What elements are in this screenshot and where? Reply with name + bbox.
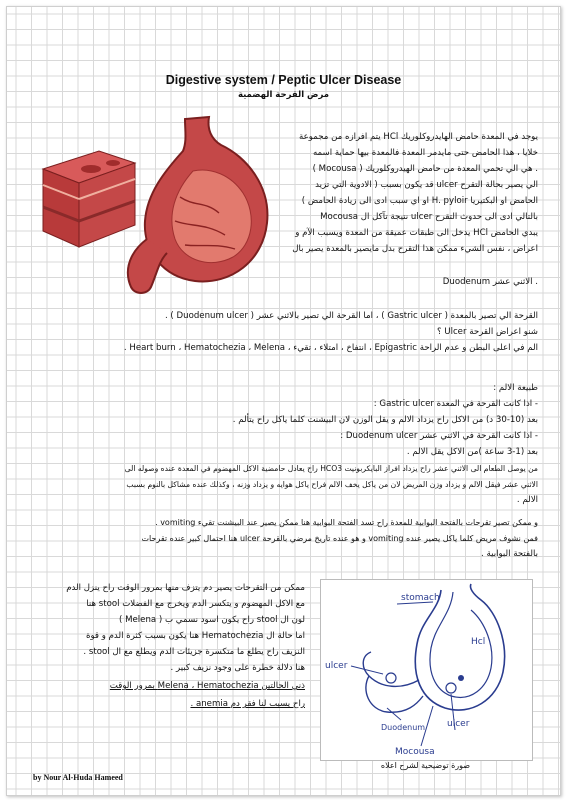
ulcer-spot-stomach [446, 683, 456, 693]
sketch-caption: صورة توضيحية لشرح اعلاه [380, 761, 471, 770]
sketch-label-ulcer-right: ulcer [447, 719, 470, 729]
stomach-organ-image [128, 117, 268, 293]
intro-line-8: اعراض ، نفس الشيء ممكن هذا التقرح بدل مايصير بالمعدة يصير بال [292, 244, 538, 254]
intro-line-7: يبدي الحامض HCl يدخل الى طبقات عميقة من المعدة ويسبب الآم و [295, 228, 538, 238]
intro-line-9: Duodenum الاثني عشر . [442, 277, 538, 287]
types-line-3: الم في اعلى البطن و عدم الراحة Epigastric ، انتفاخ ، امتلاء ، تقيء ، Heart burn ، Hematochezia ، Melena . [123, 343, 538, 353]
stomach-illustration [35, 111, 275, 299]
bleed-line-3: لون ال stool راح يكون اسود نسمي ب ( Melena ) [118, 615, 305, 625]
pain-heading: طبيعة الالم : [493, 383, 538, 393]
sketch-label-ulcer-left: ulcer [325, 661, 348, 671]
bleed-line-5: النزيف راح يطلع ما متكسرة جزيئات الدم ويطلع مع ال stool . [83, 647, 305, 657]
page-title: Digestive system / Peptic Ulcer Disease [165, 73, 402, 87]
ulcer-dot [458, 675, 464, 681]
page-subtitle: مرض القرحة الهضمية [237, 90, 330, 100]
sketch-label-duodenum: Duodenum [381, 723, 426, 732]
sketch-label-stomach: stomach [401, 593, 440, 603]
pyloric-line-1: و ممكن تصير تقرحات بالفتحة البوابية للمعدة راح تسد الفتحة البوابية هنا ممكن يصير عند البيشنت تقيء vomiting . [155, 518, 538, 527]
intro-line-3: ( Mocousa ) هي الي تحمي المعدة من حامض الهيدروكلوريك . [312, 164, 538, 174]
intro-line-6: بالتالي ادى الى حدوث التقرح ulcer نتيجة تآكل ال Mocousa [320, 212, 538, 222]
bleed-line-8: راح يسبب لنا فقر دم anemia . [190, 699, 305, 709]
bleed-line-1: ممكن من التقرحات يصير دم يتزف منها بمرور الوقت راح ينزل الدم [66, 583, 305, 593]
pain-duodenum-heading: - اذا كانت القرحة في الاثني عشر Duodenum ulcer : [340, 431, 538, 441]
bleed-line-6: هنا دلالة خطرة على وجود نزيف كبير . [170, 663, 305, 673]
duodenum-arrow [387, 708, 401, 720]
pain-explain-1: من يوصل الطعام الى الاثني عشر راح يزداد افراز البايكربونيت HCO3 راح يعادل حامضية الاكل المهضوم في المعدة عنده وصوله الى [124, 464, 538, 473]
pain-gastric-text: بعد (10-30 د) من الاكل راح يزداد الالم و يقل الوزن لان البيشنت كلما ياكل راح يتألم . [232, 415, 538, 425]
bleed-line-2: مع الاكل المهضوم و يتكسر الدم ويخرج مع الفضلات stool هنا [86, 599, 305, 609]
pain-explain-2: الاثني عشر فيقل الالم و يزداد وزن المريض لان من ياكل يخف الالم فراح ياكل هوايه و يزداد وزنه ، وكذلك عنده مشاكل بالنوم بسبب [126, 480, 538, 489]
intro-line-1: يوجد في المعدة حامض الهايدروكلوريك HCl يتم افرازه من مجموعة [299, 132, 538, 142]
bleed-line-7: ذني الحالتين Melena ، Hematochezia بمرور الوقت [109, 681, 305, 691]
pain-gastric-heading: - اذا كانت القرحة في المعدة Gastric ulcer : [373, 399, 538, 409]
types-line-2: شنو اعراض القرحة Ulcer ؟ [436, 327, 538, 337]
ulcer-spot-duodenum [386, 673, 396, 683]
intro-line-5: الحامض او البكتيريا H. pyloir او اي سبب ادى الى زيادة الحامض ) [301, 196, 538, 206]
document-page [6, 6, 561, 796]
bleed-line-4: اما حالة ال Hematochezia هنا يكون بسبب كثرة الدم و قوة [85, 631, 305, 641]
pyloric-line-2: فمن نشوف مريض كلما ياكل يصير عنده vomiting و هو عنده تاريخ مرضي بالقرحة ulcer هنا احتمال كبير عنده تقرحات [141, 534, 538, 543]
types-line-1: القرحة الي تصير بالمعدة ( Gastric ulcer ) ، اما القرحة الي تصير بالاثني عشر ( Duodenum ulcer ) . [164, 311, 538, 321]
intro-line-2: خلايا ، هذا الحامض حتى مايدمر المعدة فالمعدة بيها حماية اسمه [312, 148, 538, 158]
tissue-block-image [43, 151, 135, 247]
hand-drawn-stomach-sketch [320, 579, 533, 761]
intro-line-4: الي يصير بحالة التقرح ulcer قد يكون بسبب ( الادوية التي تزيد [315, 180, 538, 190]
sketch-label-mocousa: Mocousa [395, 747, 435, 757]
author-footer: by Nour Al-Huda Hameed [33, 773, 123, 782]
sketch-label-hcl: Hcl [471, 637, 486, 647]
pain-explain-3: الالم . [516, 495, 538, 505]
pyloric-line-3: بالفتحة البوابية . [481, 549, 538, 559]
pain-duodenum-text: بعد (1-3 ساعة )من الاكل يقل الالم . [406, 447, 538, 457]
